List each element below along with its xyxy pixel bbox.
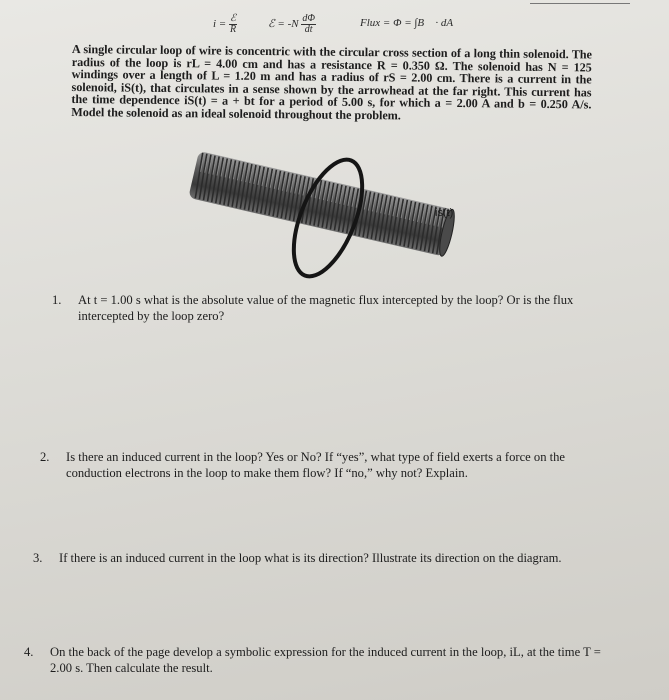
current-formula-lhs: i =: [213, 18, 227, 31]
question-1: [52, 292, 598, 324]
solenoid-figure: [180, 140, 480, 290]
question-4-text: On the back of the page develop a symbolic expression for the induced current in the loop, iL, at the time T = 2.00 s. Then calculate the result.: [50, 645, 601, 675]
question-2-text: Is there an induced current in the loop? Yes or No? If “yes”, what type of field exerts a force on the conduction electrons in the loop to make them flow? If “no,” why not? Explain.: [66, 450, 566, 480]
question-3: [33, 550, 609, 566]
current-formula: [213, 14, 237, 35]
top-rule: [530, 3, 630, 4]
emf-formula: [268, 14, 316, 35]
question-2: [40, 449, 606, 481]
question-3-text: If there is an induced current in the loop what is its direction? Illustrate its direction on the diagram.: [59, 551, 562, 565]
emf-formula-den: dt: [304, 24, 313, 35]
current-formula-num: ℰ: [229, 13, 237, 24]
question-4-number: 4.: [24, 645, 34, 659]
flux-formula: Flux = Φ = ∫B⃗ · dA⃗: [360, 17, 462, 29]
emf-formula-num: dΦ: [302, 13, 315, 24]
question-3-number: 3.: [33, 551, 43, 565]
question-1-number: 1.: [52, 293, 62, 307]
question-4: [24, 644, 620, 676]
emf-formula-lhs: ℰ = -N: [268, 18, 299, 31]
problem-intro: A single circular loop of wire is concentric with the circular cross section of a long thin solenoid. The radius of the loop is rL = 4.00 cm and has a resistance R = 0.350 Ω. The solenoid has N = 125 windings over a length of L = 1.20 m and has a radius of rS = 2.00 cm. There is a current in the solenoid, iS(t), that circulates in a sense shown by the arrowhead at the far right. This current has the time dependence iS(t) = a + bt for a period of 5.00 s, for which a = 2.00 A and b = 0.250 A/s. Model the solenoid as an ideal solenoid throughout the problem.: [71, 42, 592, 123]
question-2-number: 2.: [40, 450, 50, 464]
solenoid-current-label: is(t): [435, 207, 454, 219]
question-1-text: At t = 1.00 s what is the absolute value of the magnetic flux intercepted by the loop? Or is the flux intercepted by the loop zero?: [78, 293, 574, 323]
current-formula-den: R: [229, 24, 237, 35]
